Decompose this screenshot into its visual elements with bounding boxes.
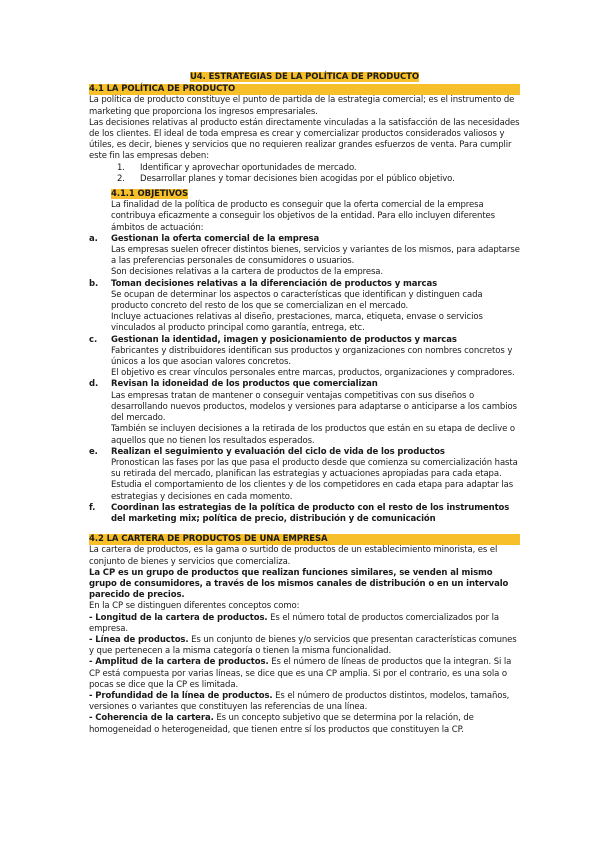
objective-item-b: b. Toman decisiones relativas a la diferenciación de productos y marcas Se ocupan de determinar los aspectos o características que identifican y distinguen cada producto concreto del resto de los que se comercializan en el mercado. Incluye actuaciones relativas al diseño, prestaciones, marca, etiqueta, envase o servicios vinculados al producto principal como garantía, entrega, etc. [89,279,520,335]
objective-item-d: d. Revisan la idoneidad de los productos que comercializan Las empresas tratan de mantener o conseguir ventajas competitivas con sus diseños o desarrollando nuevos productos, modelos y versiones para adaptarse o anticiparse a los cambios del mercado. También se incluyen decisiones a la retirada de los productos que están en su etapa de declive o aquellos que no tienen los resultados esperados. [89,379,520,446]
objective-title: Toman decisiones relativas a la diferenciación de productos y marcas [111,278,438,289]
section-4-2-paragraph-1: La cartera de productos, es la gama o surtido de productos de un establecimiento minorista, es el conjunto de bienes y servicios que comercializa. [89,545,498,567]
objective-title: Revisan la idoneidad de los productos que comercializan [111,379,378,390]
objective-text: El objetivo es crear vínculos personales entre marcas, productos, organizaciones y compradores. [111,368,515,379]
concept-item: - Coherencia de la cartera. Es un concepto subjetivo que se determina por la relación, de homogeneidad o heterogeneidad, que tienen entre sí los productos que constituyen la CP. [89,713,474,735]
objective-text: Incluye actuaciones relativas al diseño, prestaciones, marca, etiqueta, envase o servicios vinculados al producto principal como garantía, entrega, etc. [111,312,483,334]
section-4-2-paragraph-3: En la CP se distinguen diferentes conceptos como: [89,601,300,612]
objective-text: También se incluyen decisiones a la retirada de los productos que están en su etapa de declive o aquellos que no tienen los resultados esperados. [111,424,515,446]
objective-title: Realizan el seguimiento y evaluación del ciclo de vida de los productos [111,446,445,457]
section-4-2-heading: 4.2 LA CARTERA DE PRODUCTOS DE UNA EMPRESA [89,534,520,545]
concept-item: - Amplitud de la cartera de productos. Es el número de líneas de productos que la integran. Si la CP está compuesta por varias líneas, se dice que es una CP amplia. Si por el contrario, es una sola o pocas se dice que la CP es limitada. [89,657,512,690]
concept-item: - Línea de productos. Es un conjunto de bienes y/o servicios que presentan características comunes y que pertenecen a la misma categoría o tienen la misma funcionalidad. [89,634,517,657]
section-4-1-paragraph-1: La política de producto constituye el punto de partida de la estrategia comercial; es el instrumento de marketing que proporciona los ingresos empresariales. [89,95,515,117]
objective-text: Se ocupan de determinar los aspectos o características que identifican y distinguen cada producto concreto del resto de los que se comercializan en el mercado. [111,289,483,312]
objective-text: Las empresas tratan de mantener o conseguir ventajas competitivas con sus diseños o desarrollando nuevos productos, modelos y versiones para adaptarse o anticiparse a los cambios del mercado. [111,390,517,424]
section-4-2-definition: La CP es un grupo de productos que realizan funciones similares, se venden al mismo grupo de consumidores, a través de los mismos canales de distribución o en un intervalo parecido de precios. [89,567,509,601]
objectives-intro: La finalidad de la política de producto es conseguir que la oferta comercial de la empresa contribuya eficazmente a conseguir los objetivos de la entidad. Para ello incluyen diferentes ámbitos de actuación: [111,200,496,233]
numbered-item: 2. Desarrollar planes y tomar decisiones bien acogidas por el público objetivo. [117,173,455,184]
objective-title: Gestionan la identidad, imagen y posicionamiento de productos y marcas [111,334,457,345]
document-title: U4. ESTRATEGIAS DE LA POLÍTICA DE PRODUCTO [190,72,419,82]
section-4-1-paragraph-2: Las decisiones relativas al producto están directamente vinculadas a la satisfacción de las necesidades de los clientes. El ideal de toda empresa es crear y comercializar productos considerados valiosos y útiles, es decir, bienes y servicios que no requieren realizar grandes esfuerzos de venta. Para cumplir este fin las empresas deben: [89,117,520,162]
objective-text: Las empresas suelen ofrecer distintos bienes, servicios y variantes de los mismos, para adaptarse a las preferencias personales de consumidores o usuarios. [111,245,520,267]
section-4-1-heading: 4.1 LA POLÍTICA DE PRODUCTO [89,84,520,95]
objective-item-c: c. Gestionan la identidad, imagen y posicionamiento de productos y marcas Fabricantes y distribuidores identifican sus productos y organizaciones con nombres concretos y únicos a los que asocian valores concretos. El objetivo es crear vínculos personales entre marcas, productos, organizaciones y compradores. [89,335,520,380]
concept-item: - Profundidad de la línea de productos. Es el número de productos distintos, modelos, tamaños, versiones o variantes que constituyen las referencias de una línea. [89,690,510,713]
section-4-1-1-heading: 4.1.1 OBJETIVOS [111,189,189,200]
objective-text: Fabricantes y distribuidores identifican sus productos y organizaciones con nombres concretos y únicos a los que asocian valores concretos. [111,345,513,368]
objective-text: Pronostican las fases por las que pasa el producto desde que comienza su comercialización hasta su retirada del mercado, planifican las estrategias y actuaciones apropiadas para cada etapa. Estudia el comportamiento de los clientes y de los competidores en cada etapa para adaptar las estrategias y decisiones en cada momento. [111,457,518,502]
section-4-1-1-heading-line [89,189,520,200]
objective-title: Gestionan la oferta comercial de la empresa [111,233,320,244]
objective-item-f: f. Coordinan las estrategias de la política de producto con el resto de los instrumentos del marketing mix; política de precio, distribución y de comunicación [89,502,510,524]
objective-item-a: a. Gestionan la oferta comercial de la empresa Las empresas suelen ofrecer distintos bienes, servicios y variantes de los mismos, para adaptarse a las preferencias personales de consumidores o usuarios. Son decisiones relativas a la cartera de productos de la empresa. [89,233,520,278]
objective-text: Son decisiones relativas a la cartera de productos de la empresa. [111,267,384,278]
concept-item: - Longitud de la cartera de productos. Es el número total de productos comercializados por la empresa. [89,612,499,634]
numbered-item: 1. Identificar y aprovechar oportunidades de mercado. [117,162,357,173]
document-title-line [89,72,520,83]
objective-title: Coordinan las estrategias de la política de producto con el resto de los instrumentos del marketing mix; política de precio, distribución y de comunicación [111,502,510,524]
objective-item-e: e. Realizan el seguimiento y evaluación del ciclo de vida de los productos Pronostican las fases por las que pasa el producto desde que comienza su comercialización hasta su retirada del mercado, planifican las estrategias y actuaciones apropiadas para cada etapa. Estudia el comportamiento de los clientes y de los competidores en cada etapa para adaptar las estrategias y decisiones en cada momento. [89,447,520,503]
